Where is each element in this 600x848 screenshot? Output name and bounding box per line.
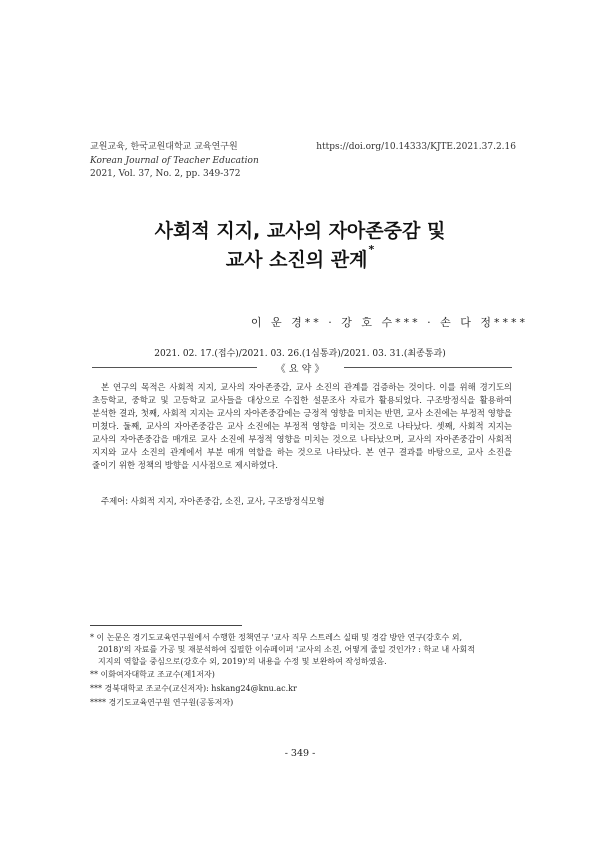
- keywords: 주제어: 사회적 지지, 자아존중감, 소진, 교사, 구조방정식모형: [101, 496, 325, 506]
- paper-title-line2: 교사 소진의 관계*: [225, 243, 375, 271]
- footnote-funding: * 이 논문은 경기도교육연구원에서 수행한 정책연구 '교사 직무 스트레스 실태 및 경감 방안 연구(강호수 외, 2018)'의 자료를 가공 및 재분석하여 집필한 이슈페이퍼 '교사의 소진, 어떻게 줄일 것인가? : 학교 내 사회적 지지의 역할을 중심으로(강호수 외, 2019)'의 내용을 수정 및 보완하여 작성하였음.: [90, 633, 475, 666]
- abstract-text: 본 연구의 목적은 사회적 지지, 교사의 자아존중감, 교사 소진의 관계를 검증하는 것이다. 이를 위해 경기도의 초등학교, 중학교 및 고등학교 교사들을 대상으로 수집한 설문조사 자료가 활용되었다. 구조방정식을 활용하여 분석한 결과, 첫째, 사회적 지지는 교사의 자아존중감에는 긍정적 영향을 미치는 반면, 교사 소진에는 부정적 영향을 미쳤다. 둘째, 교사의 자아존중감은 교사 소진에는 부정적 영향을 미치는 것으로 나타났다. 셋째, 사회적 지지는 교사의 자아존중감을 매개로 교사 소진에 부정적 영향을 미치는 것으로 나타났으며, 교사의 자아존중감이 사회적 지지와 교사 소진의 관계에서 부분 매개 역할을 하는 것으로 나타났다. 본 연구 결과를 바탕으로, 교사 소진을 줄이기 위한 정책의 방향을 시사점으로 제시하였다.: [92, 382, 512, 471]
- abstract-heading: 《 요 약 》: [0, 360, 600, 375]
- footnote-rule: [90, 625, 242, 626]
- page-number: - 349 -: [284, 748, 316, 759]
- journal-name-korean: 교원교육, 한국교원대학교 교육연구원: [90, 142, 238, 152]
- authors: 이 운 경** · 강 호 수*** · 손 다 정****: [250, 316, 528, 329]
- paper-title-line1: 사회적 지지, 교사의 자아존중감 및: [154, 220, 446, 242]
- footnote-co-author: **** 경기도교육연구원 연구원(공동저자): [90, 698, 234, 707]
- journal-name-english: Korean Journal of Teacher Education: [90, 156, 259, 166]
- footnote-first-author: ** 이화여자대학교 조교수(제1저자): [90, 670, 215, 679]
- journal-volume: 2021, Vol. 37, No. 2, pp. 349-372: [90, 169, 241, 179]
- doi-link[interactable]: https://doi.org/10.14333/KJTE.2021.37.2.16: [316, 142, 516, 152]
- review-dates: 2021. 02. 17.(접수)/2021. 03. 26.(1심통과)/2021. 03. 31.(최종통과): [154, 349, 446, 359]
- title-footnote-mark: *: [368, 243, 375, 256]
- footnote-corresponding-author: *** 경북대학교 조교수(교신저자): hskang24@knu.ac.kr: [90, 684, 297, 693]
